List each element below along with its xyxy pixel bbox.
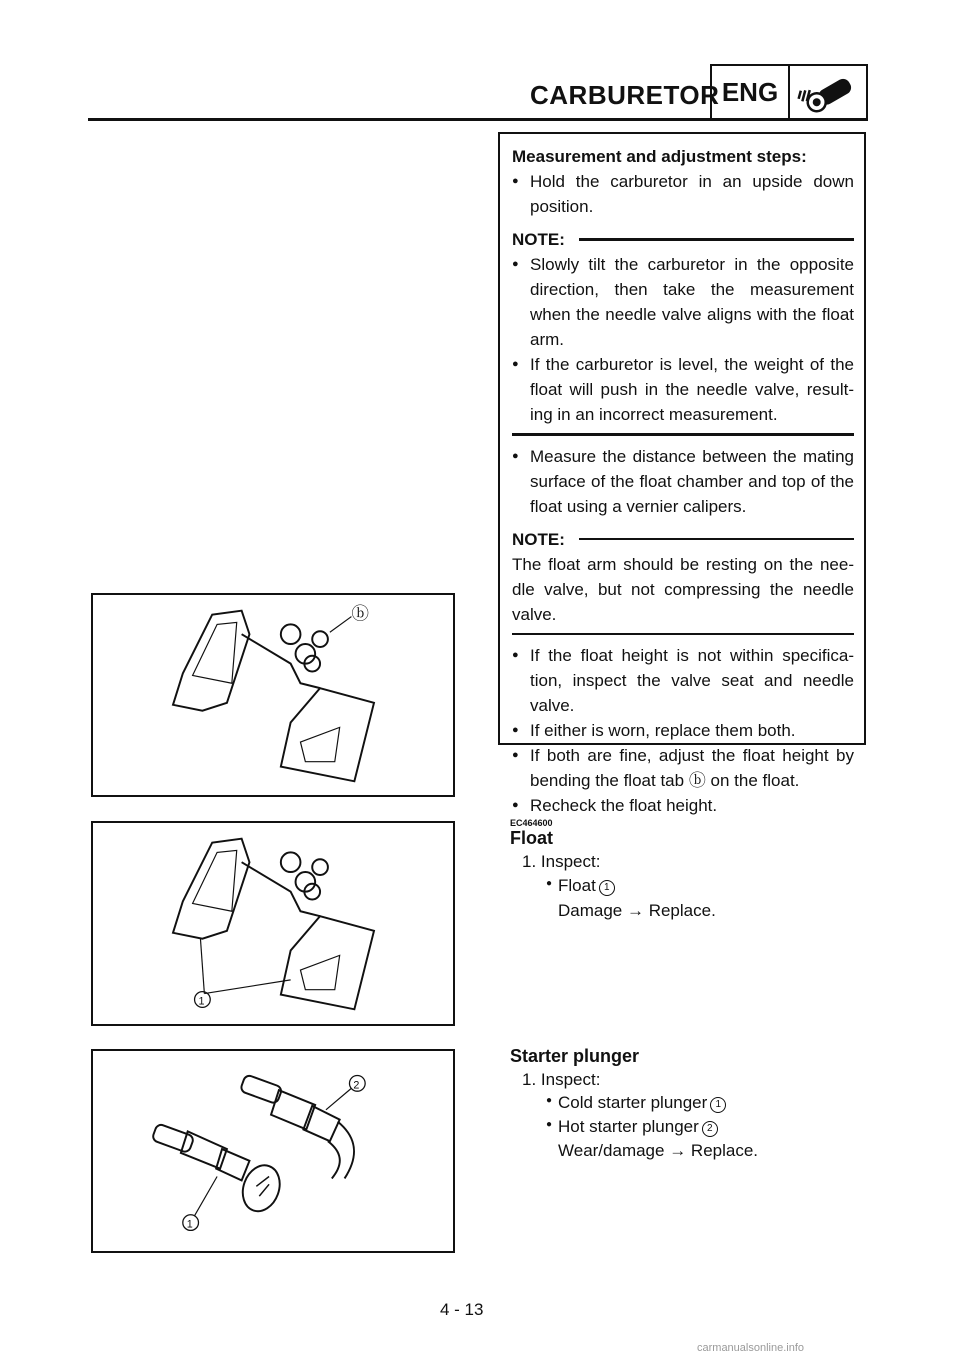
callout-b: ⓑ (351, 604, 370, 625)
procedure-step: ● Recheck the float height. (512, 793, 854, 818)
ref-1: 1 (710, 1097, 726, 1113)
page-header-title: CARBURETOR (530, 80, 720, 110)
note-end-rule (512, 433, 854, 436)
note-header (512, 227, 854, 252)
starter-plunger-figure (91, 1049, 455, 1253)
procedure-step: ● If either is worn, replace them both. (512, 718, 854, 743)
note-label: NOTE: (512, 529, 565, 549)
float-step: 1. Inspect: (522, 852, 601, 871)
procedure-step: ● If the float height is not within specifica-tion, inspect the valve seat and needle valve. (512, 643, 854, 718)
starter-result: Wear/damage → Replace. (558, 1141, 759, 1160)
callout-1: 1 (198, 995, 205, 1008)
procedure-step: ● Hold the carburetor in an upside down position. (512, 169, 854, 219)
ref-2: 2 (702, 1121, 718, 1137)
float-height-figure (91, 593, 455, 797)
procedure-heading: Measurement and adjustment steps: (512, 147, 807, 166)
ref-1: 1 (599, 880, 615, 896)
note-item: ● Slowly tilt the carburetor in the opposite direction, then take the measurement when the needle valve aligns with the float arm. (512, 252, 854, 352)
callout-1: 1 (186, 1218, 193, 1231)
ref-b: ⓑ (688, 771, 706, 790)
starter-item-hot: ● Hot starter plunger 2 (546, 1117, 718, 1137)
section-code: EC464600 (510, 818, 553, 828)
callout-2: 2 (353, 1079, 360, 1092)
procedure-step: ● Measure the distance between the mating surface of the float chamber and top of the float using a vernier calipers. (512, 444, 854, 519)
page-number: 4 - 13 (440, 1300, 484, 1319)
starter-section-title: Starter plunger (510, 1046, 640, 1066)
note-header (512, 527, 854, 552)
procedure-step: ● If both are fine, adjust the float height by bending the float tab ⓑ on the float. (512, 743, 854, 793)
header-rule (88, 118, 868, 121)
note-item: ● If the carburetor is level, the weight of the float will push in the needle valve, result-ing in an incorrect measurement. (512, 352, 854, 427)
engine-wrench-icon (788, 64, 868, 120)
starter-item-cold: ● Cold starter plunger 1 (546, 1093, 726, 1113)
watermark: carmanualsonline.info (697, 1342, 805, 1354)
float-item: ● Float 1 (546, 876, 615, 896)
note-end-rule (512, 633, 854, 636)
procedure-box (498, 132, 866, 815)
float-figure (91, 821, 455, 1026)
note-text: The float arm should be resting on the nee-dle valve, but not compressing the needle valve. (512, 554, 854, 624)
section-tag: ENG (710, 64, 790, 120)
starter-step: 1. Inspect: (522, 1070, 601, 1089)
float-section-title: Float (510, 828, 553, 848)
float-result: Damage → Replace. (558, 901, 716, 920)
note-label: NOTE: (512, 230, 565, 249)
